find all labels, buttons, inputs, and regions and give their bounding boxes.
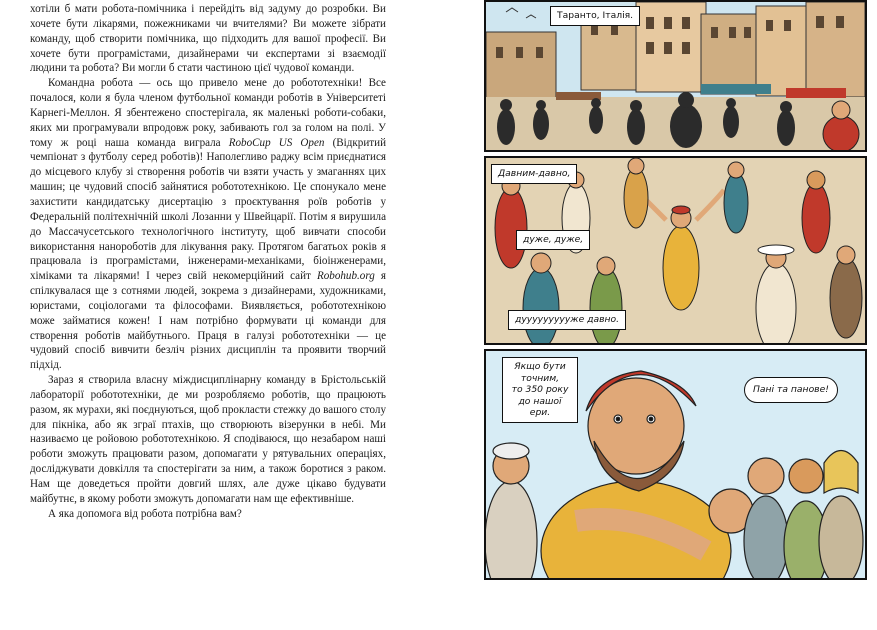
speech-bubble-very-long-ago: дуууууууууже давно. bbox=[508, 310, 626, 330]
robohub-name: Robohub.org bbox=[316, 270, 375, 283]
speech-bubble-precise bbox=[502, 357, 578, 423]
paragraph-swarm: Зараз я створила власну міждисциплінарну команду в Брістольській лабораторії робототехніки, де ми розробляємо роботів, що працюють разом, як мурахи, які поєднуються, щоб прокласти стежку до вашого столу для пікніка, або як зграї птахів, що створюють візерунки в небі. Ми називаємо це ройовою робототехнікою. Я сподіваюся, що незабаром наші роботи зможуть працювати разом, допомагати у рятувальних операціях, досліджувати довкілля та спостерігати за ним, а також боротися з раком. Нам ще доведеться пройти довгий шлях, але дуже цікаво будувати майбутнє, в якому роботи зможуть допомагати нам ще ефективніше. bbox=[30, 374, 386, 505]
paragraph-question: А яка допомога від робота потрібна вам? bbox=[48, 507, 242, 520]
speech-bubble-ladies-gentlemen: Пані та панове! bbox=[744, 377, 838, 403]
city-square-illustration bbox=[486, 2, 865, 150]
comic-panel-city bbox=[484, 0, 867, 152]
comic-panel-storyteller bbox=[484, 156, 867, 345]
comic-panel-closeup bbox=[484, 349, 867, 580]
comic-page bbox=[478, 0, 877, 583]
precise-line-1: Якщо бути точним, bbox=[514, 361, 566, 384]
teamwork-text-c: я спілкувалася ще з сотнями людей, зокрема з дизайнерами, художниками, юристами, соціологами та філософами. Виявляється, робототехнікою може займатися кожен! І нам потрібно формувати ці команди для створення роботів майбутнього. Праця в галузі робототехніки — це чудовий спосіб вивчити безліч різних дисциплін та проявити творчий підхід. bbox=[30, 270, 386, 372]
precise-line-3: до нашої ери. bbox=[518, 395, 562, 418]
article-text bbox=[30, 2, 386, 522]
teamwork-text-a: Командна робота — ось що привело мене до робототехніки! Все почалося, коли я була членом футбольної команди роботів в Університеті Карнегі-Меллон. Я збентежено спостерігала, як маленькі роботи-собаки, яких ми програмували впродовж року, забивають гол за голом на полі. У тому ж році наша команда виграла bbox=[30, 77, 386, 149]
paragraph-teamwork bbox=[30, 76, 386, 373]
teamwork-text-b: (Відкритий чемпіонат з футболу серед роботів)! Наполегливо раджу всім приєднатися до місцевого клубу зі створення роботів чи взяти участь у змаганнях цих машин; це чудовий спосіб зайнятися робототехнікою. Це спонукало мене захистити кандидатську дисертацію з проєктування роїв роботів у Федеральній політехнічній школі Лозанни у Швейцарії. Потім я вирушила до Массачусетського технологічного інституту, щоб вивчати способи використання нанороботів для лікування раку. Протягом багатьох років я працювала із програмістами, інженерами-механіками, біоінженерами, хіміками та лікарями! І через свій некомерційний сайт bbox=[30, 136, 387, 283]
precise-line-2: то 350 року bbox=[511, 384, 569, 395]
speech-bubble-long-ago: Давним-давно, bbox=[491, 164, 577, 184]
robocup-name: RoboCup US Open bbox=[228, 136, 325, 149]
speech-bubble-very: дуже, дуже, bbox=[516, 230, 590, 250]
location-caption: Таранто, Італія. bbox=[550, 6, 640, 26]
text-page bbox=[0, 0, 440, 583]
paragraph-intro: хотіли б мати робота-помічника і перейдіть від задуму до розробки. Ви хочете бути лікарями, пожежниками чи вчителями? Ви можете зібрати команду, щоб створити помічника, що підходить для вашої професії. Ви хочете бути програмістами, дизайнерами чи експертами зі взаємодії людини та робота? Ви могли б стати частиною цієї чудової команди. bbox=[30, 3, 386, 75]
